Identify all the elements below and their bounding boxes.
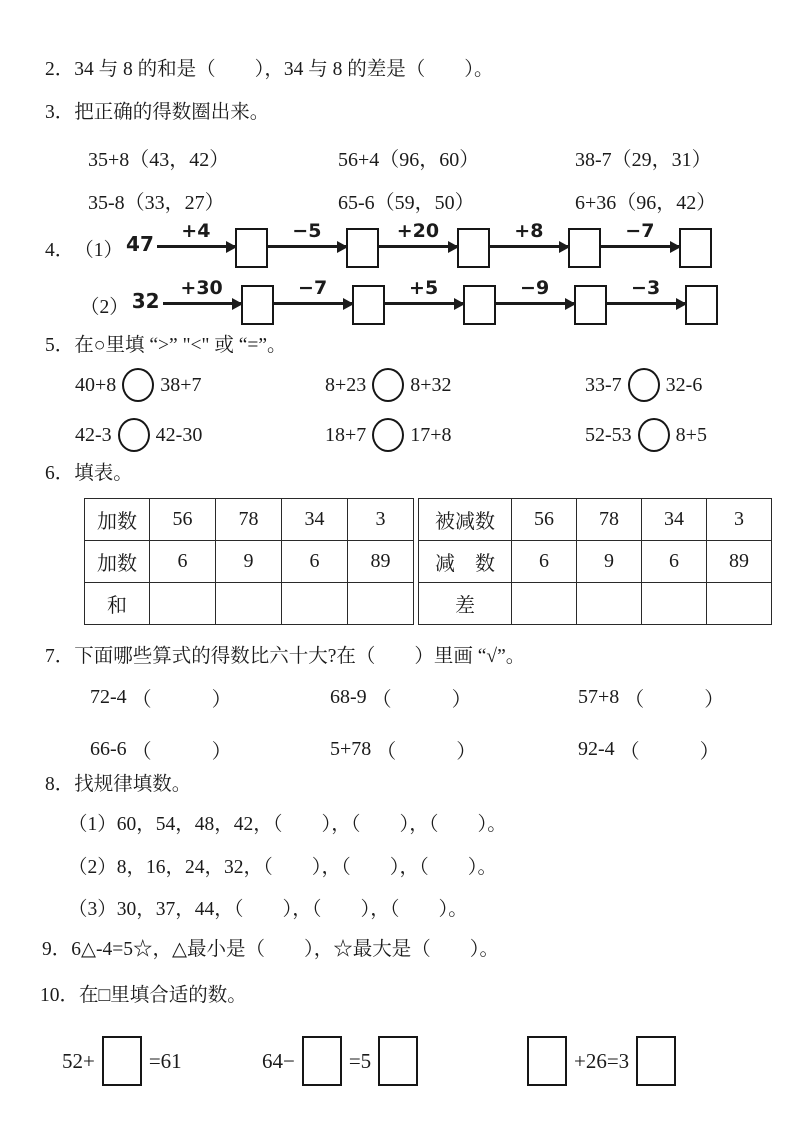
table-cell: 89 <box>348 541 414 583</box>
table-header-cell: 和 <box>85 583 150 625</box>
equation-text: +26=3 <box>574 1048 630 1073</box>
answer-paren[interactable]: （ ） <box>619 741 720 763</box>
table-header-cell: 加数 <box>85 541 150 583</box>
q7-item <box>578 735 720 764</box>
q4-number: 4． <box>45 240 75 261</box>
q5-compare-item <box>75 368 202 402</box>
answer-cell[interactable] <box>512 583 577 625</box>
q8-title: 8．找规律填数。 <box>45 774 192 795</box>
q7-item <box>330 735 476 764</box>
table-header-cell: 差 <box>419 583 512 625</box>
op-label: −7 <box>625 220 655 242</box>
table-cell: 6 <box>150 541 216 583</box>
q3-item: 6+36（96，42） <box>575 192 717 214</box>
table-cell: 9 <box>216 541 282 583</box>
op-label: −9 <box>520 277 550 299</box>
q7-item <box>90 683 232 712</box>
arrow-icon <box>268 245 346 248</box>
q4-chain-2 <box>80 278 718 325</box>
q8-sequence-line: （2）8，16，24，32，（ ），（ ），（ ）。 <box>68 857 498 878</box>
table-cell: 6 <box>642 541 707 583</box>
answer-cell[interactable] <box>216 583 282 625</box>
answer-box[interactable] <box>378 1036 418 1086</box>
comparison-circle[interactable] <box>122 368 154 402</box>
table-cell: 56 <box>512 499 577 541</box>
arrow-icon <box>607 302 685 305</box>
op-step <box>274 278 352 305</box>
right-expression: 17+8 <box>410 423 452 446</box>
addition-table <box>84 498 414 625</box>
left-expression: 18+7 <box>325 423 367 446</box>
left-expression: 40+8 <box>75 373 117 396</box>
left-expression: 42-3 <box>75 423 112 446</box>
q6-title: 6．填表。 <box>45 463 133 484</box>
comparison-circle[interactable] <box>628 368 660 402</box>
q10-title: 10．在□里填合适的数。 <box>40 985 247 1006</box>
right-expression: 8+5 <box>675 423 707 446</box>
right-expression: 8+32 <box>410 373 452 396</box>
arrow-icon <box>163 302 241 305</box>
table-cell: 89 <box>707 541 772 583</box>
answer-box[interactable] <box>568 228 601 268</box>
answer-box[interactable] <box>679 228 712 268</box>
q8-sequence-line: （1）60，54，48，42，（ ），（ ），（ ）。 <box>68 814 507 835</box>
op-step <box>379 221 457 248</box>
table-cell: 34 <box>282 499 348 541</box>
table-row <box>419 583 772 625</box>
table-header-cell: 被减数 <box>419 499 512 541</box>
equation-text: =5 <box>348 1048 372 1073</box>
op-label: +30 <box>180 277 223 299</box>
left-expression: 52-53 <box>585 423 632 446</box>
answer-box[interactable] <box>241 285 274 325</box>
answer-box[interactable] <box>574 285 607 325</box>
answer-box[interactable] <box>302 1036 342 1086</box>
q2-text: 2．34 与 8 的和是（ ），34 与 8 的差是（ ）。 <box>45 59 494 80</box>
q5-compare-item <box>585 418 707 452</box>
q5-compare-item <box>325 418 452 452</box>
answer-cell[interactable] <box>150 583 216 625</box>
table-cell: 34 <box>642 499 707 541</box>
q4-row1-start-value: 47 <box>126 232 154 256</box>
table-cell: 3 <box>348 499 414 541</box>
q10-equation-1 <box>62 1036 182 1086</box>
comparison-circle[interactable] <box>638 418 670 452</box>
op-step <box>601 221 679 248</box>
table-row <box>85 583 414 625</box>
table-row <box>419 499 772 541</box>
op-label: +8 <box>514 220 544 242</box>
arrow-icon <box>601 245 679 248</box>
answer-box[interactable] <box>346 228 379 268</box>
expression: 68-9 <box>330 686 367 708</box>
arrow-icon <box>157 245 235 248</box>
answer-cell[interactable] <box>707 583 772 625</box>
left-expression: 33-7 <box>585 373 622 396</box>
answer-box[interactable] <box>685 285 718 325</box>
op-label: +4 <box>181 220 211 242</box>
q5-compare-item <box>75 418 202 452</box>
q7-item <box>90 735 232 764</box>
op-step <box>385 278 463 305</box>
answer-cell[interactable] <box>348 583 414 625</box>
arrow-icon <box>274 302 352 305</box>
arrow-icon <box>496 302 574 305</box>
op-step <box>268 221 346 248</box>
comparison-circle[interactable] <box>372 418 404 452</box>
q3-title: 3．把正确的得数圈出来。 <box>45 102 270 123</box>
q4-chain-1 <box>45 221 712 268</box>
expression: 92-4 <box>578 738 615 760</box>
op-step <box>496 278 574 305</box>
op-label: +5 <box>409 277 439 299</box>
op-label: −3 <box>631 277 661 299</box>
q5-compare-item <box>325 368 452 402</box>
table-header-cell: 减 数 <box>419 541 512 583</box>
q10-equation-3 <box>527 1036 683 1086</box>
q3-item: 35-8（33，27） <box>88 192 225 214</box>
answer-paren[interactable]: （ ） <box>131 689 232 711</box>
left-expression: 8+23 <box>325 373 367 396</box>
q4-row1-label: （1） <box>74 240 124 261</box>
q3-item: 38-7（29，31） <box>575 149 712 171</box>
arrow-icon <box>379 245 457 248</box>
answer-cell[interactable] <box>642 583 707 625</box>
table-row <box>85 541 414 583</box>
answer-paren[interactable]: （ ） <box>371 689 472 711</box>
expression: 72-4 <box>90 686 127 708</box>
answer-paren[interactable]: （ ） <box>624 689 725 711</box>
q7-item <box>330 683 472 712</box>
answer-box[interactable] <box>463 285 496 325</box>
q7-item <box>578 683 724 712</box>
q7-title: 7．下面哪些算式的得数比六十大?在（ ）里画 “√”。 <box>45 646 526 667</box>
comparison-circle[interactable] <box>372 368 404 402</box>
op-label: +20 <box>396 220 440 242</box>
q5-title: 5．在○里填 “>” "<" 或 “=”。 <box>45 335 287 356</box>
expression: 66-6 <box>90 738 127 760</box>
equation-text: 52+ <box>62 1048 95 1073</box>
table-header-cell: 加数 <box>85 499 150 541</box>
op-label: −7 <box>298 277 328 299</box>
q8-sequence-line: （3）30，37，44，（ ），（ ），（ ）。 <box>68 899 468 920</box>
answer-cell[interactable] <box>577 583 642 625</box>
answer-box[interactable] <box>235 228 268 268</box>
answer-box[interactable] <box>457 228 490 268</box>
table-cell: 6 <box>512 541 577 583</box>
equation-text: 64− <box>262 1048 295 1073</box>
op-step <box>163 278 241 305</box>
table-cell: 56 <box>150 499 216 541</box>
answer-paren[interactable]: （ ） <box>131 741 232 763</box>
arrow-icon <box>385 302 463 305</box>
answer-box[interactable] <box>102 1036 142 1086</box>
right-expression: 38+7 <box>160 373 202 396</box>
equation-text: =61 <box>148 1048 182 1073</box>
answer-paren[interactable]: （ ） <box>376 741 477 763</box>
expression: 57+8 <box>578 686 620 708</box>
answer-cell[interactable] <box>282 583 348 625</box>
q4-row2-label: （2） <box>80 297 129 318</box>
op-step <box>490 221 568 248</box>
expression: 5+78 <box>330 738 372 760</box>
table-cell: 78 <box>216 499 282 541</box>
q9-text: 9．6△-4=5☆，△最小是（ ），☆最大是（ ）。 <box>42 939 499 960</box>
op-step <box>157 221 235 248</box>
q3-item: 35+8（43，42） <box>88 149 230 171</box>
table-cell: 78 <box>577 499 642 541</box>
table-cell: 6 <box>282 541 348 583</box>
op-label: −5 <box>292 220 322 242</box>
right-expression: 32-6 <box>665 373 703 396</box>
table-row <box>419 541 772 583</box>
op-step <box>607 278 685 305</box>
q3-item: 65-6（59，50） <box>338 192 475 214</box>
subtraction-table <box>418 498 772 625</box>
table-cell: 3 <box>707 499 772 541</box>
q10-equation-2 <box>262 1036 425 1086</box>
table-cell: 9 <box>577 541 642 583</box>
arrow-icon <box>490 245 568 248</box>
answer-box[interactable] <box>352 285 385 325</box>
q4-row2-start-value: 32 <box>131 289 160 313</box>
right-expression: 42-30 <box>155 423 203 446</box>
q5-compare-item <box>585 368 702 402</box>
answer-box[interactable] <box>636 1036 676 1086</box>
table-row <box>85 499 414 541</box>
comparison-circle[interactable] <box>118 418 150 452</box>
q3-item: 56+4（96，60） <box>338 149 480 171</box>
answer-box[interactable] <box>527 1036 567 1086</box>
